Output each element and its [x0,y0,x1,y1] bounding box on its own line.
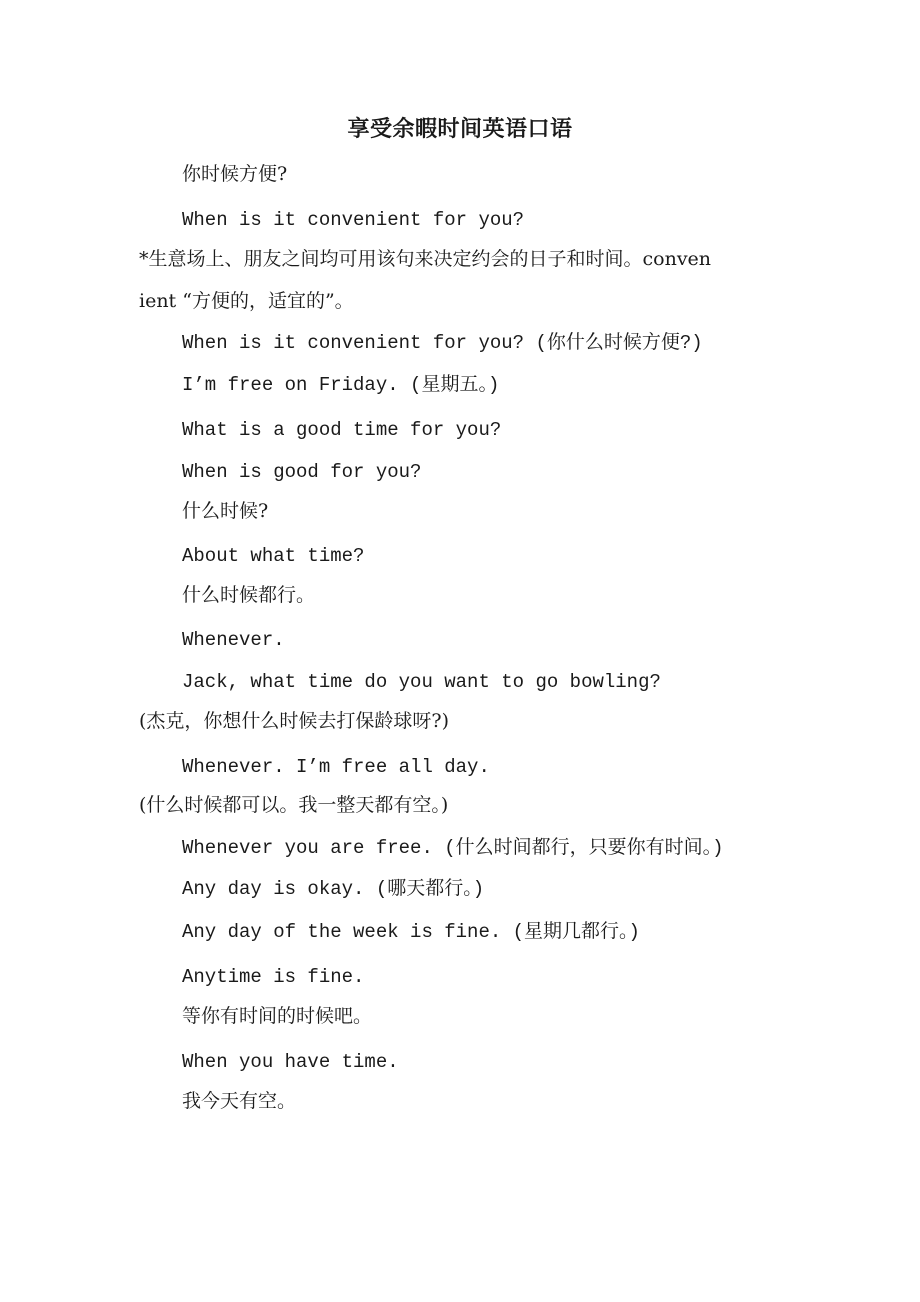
text-line: Jack, what time do you want to go bowling? [182,671,661,693]
text-line: When you have time. [182,1051,399,1073]
text-line: I’m free on Friday. (星期五。) [182,374,500,396]
text-line: When is good for you? [182,461,422,483]
text-line: Any day is okay. (哪天都行。) [182,878,485,900]
text-line: (什么时候都可以。我一整天都有空。) [139,794,449,816]
text-line: (杰克，你想什么时候去打保龄球呀?) [139,710,450,732]
text-line: Whenever. [182,629,285,651]
text-line: ient “方便的，适宜的”。 [139,290,354,312]
text-line: Any day of the week is fine. (星期几都行。) [182,921,640,943]
text-line: Anytime is fine. [182,966,365,988]
text-line: 什么时候? [182,500,269,522]
text-line: 我今天有空。 [182,1090,297,1112]
document-title: 享受余暇时间英语口语 [347,117,573,142]
text-line: 什么时候都行。 [182,584,316,606]
text-line: Whenever you are free. (什么时间都行，只要你有时间。) [182,837,724,859]
text-line: About what time? [182,545,365,567]
text-line: 等你有时间的时候吧。 [182,1005,373,1027]
text-line: Whenever. I’m free all day. [182,756,490,778]
text-line: 你时候方便? [182,163,288,185]
text-line: When is it convenient for you? [182,209,525,231]
text-line: When is it convenient for you? (你什么时候方便?) [182,332,703,354]
text-line: What is a good time for you? [182,419,502,441]
text-line: *生意场上、朋友之间均可用该句来决定约会的日子和时间。conven [139,248,712,270]
